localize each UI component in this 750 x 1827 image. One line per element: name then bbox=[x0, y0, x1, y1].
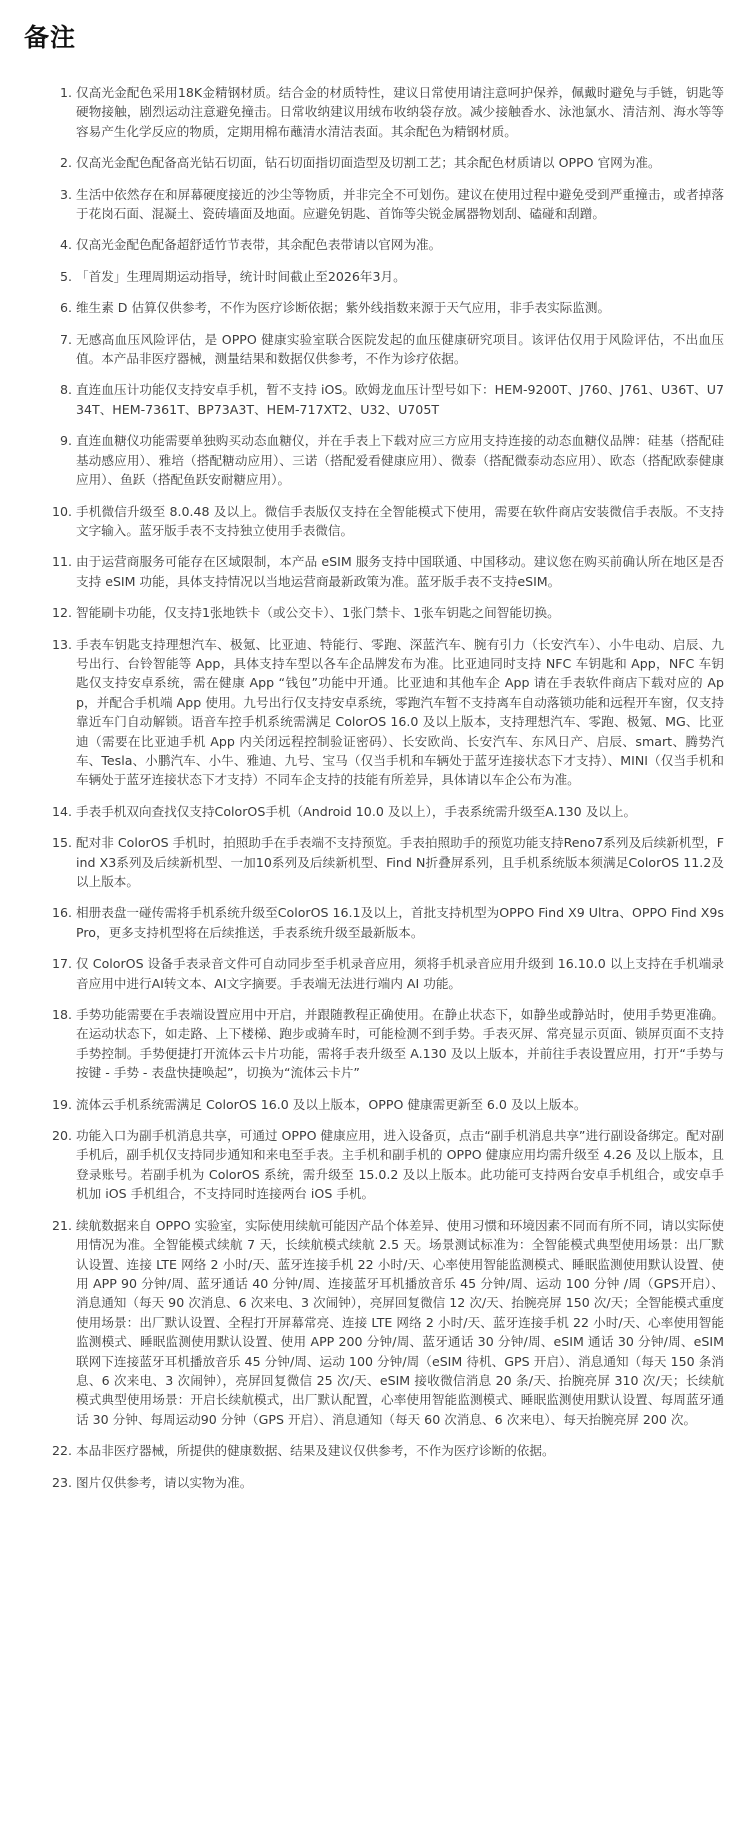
note-number: 1. bbox=[59, 85, 72, 100]
note-number: 16. bbox=[51, 905, 72, 921]
note-text: 智能刷卡功能，仅支持1张地铁卡（或公交卡）、1张门禁卡、1张车钥匙之间智能切换。 bbox=[76, 605, 560, 621]
note-text: 生活中依然存在和屏幕硬度接近的沙尘等物质，并非完全不可划伤。建议在使用过程中避免受到严重撞击，或者掉落于花岗石面、混凝土、瓷砖墙面及地面。应避免钥匙、首饰等尖锐金属器物划刮、磕碰和刮蹭。 bbox=[76, 186, 724, 222]
note-item bbox=[46, 235, 726, 254]
note-item bbox=[46, 552, 726, 591]
note-number: 21. bbox=[51, 1217, 72, 1233]
note-text: 手表车钥匙支持理想汽车、极氪、比亚迪、特能行、零跑、深蓝汽车、腕有引力（长安汽车）、小牛电动、启辰、九号出行、台铃智能等 App，具体支持车型以各车企品牌发布为准。比亚迪同时支持 NFC 车钥匙和 App，NFC 车钥匙仅支持安卓系统，需在健康 App “钱包”功能中开通。比亚迪和其他车企 App 请在手表软件商店下载对应的 App，并配合手机端 App 使用。九号出行仅支持安卓系统，零跑汽车暂不支持离车自动落锁功能和远程开车窗，仅支持靠近车门自动解锁。语音车控手机系统需满足 ColorOS 16.0 及以上版本，支持理想汽车、零跑、极氪、MG、比亚迪（需要在比亚迪手机 App 内关闭远程控制验证密码）、长安欧尚、长安汽车、东风日产、启辰、smart、腾势汽车、Tesla、小鹏汽车、小牛、雅迪、九号、宝马（仅当手机和车辆处于蓝牙连接状态下才支持）、MINI（仅当手机和车辆处于蓝牙连接状态下才支持）不同车企支持的技能有所差异，具体请以车企公布为准。 bbox=[76, 636, 724, 788]
note-number: 19. bbox=[51, 1096, 72, 1112]
note-item bbox=[46, 1216, 726, 1429]
note-number: 20. bbox=[51, 1128, 72, 1144]
note-text: 仅 ColorOS 设备手表录音文件可自动同步至手机录音应用，须将手机录音应用升级到 16.10.0 以上支持在手机端录音应用中进行AI转文本、AI文字摘要。手表端无法进行端内 AI 功能。 bbox=[76, 956, 724, 991]
note-text: 仅高光金配色配备超舒适竹节表带，其余配色表带请以官网为准。 bbox=[76, 237, 442, 253]
note-text: 仅高光金配色配备高光钻石切面，钻石切面指切面造型及切割工艺；其余配色材质请以 OPPO 官网为准。 bbox=[76, 155, 661, 171]
note-number: 23. bbox=[51, 1474, 72, 1490]
note-number: 14. bbox=[51, 803, 72, 819]
note-number: 13. bbox=[51, 636, 72, 652]
note-item bbox=[46, 431, 726, 489]
note-number: 18. bbox=[51, 1007, 72, 1023]
note-item bbox=[46, 903, 726, 942]
note-item bbox=[46, 83, 726, 141]
note-item bbox=[46, 1005, 726, 1083]
note-text: 「首发」生理周期运动指导，统计时间截止至2026年3月。 bbox=[76, 268, 406, 284]
note-number: 5. bbox=[59, 268, 72, 284]
note-item bbox=[46, 954, 726, 993]
page-title: 备注 bbox=[24, 23, 77, 52]
note-text: 直连血压计功能仅支持安卓手机，暂不支持 iOS。欧姆龙血压计型号如下：HEM-9200T、J760、J761、U36T、U734T、HEM-7361T、BP73A3T、HEM-717XT2、U32、U705T bbox=[76, 382, 724, 417]
note-text: 图片仅供参考，请以实物为准。 bbox=[76, 1474, 253, 1490]
note-item bbox=[46, 1126, 726, 1204]
note-number: 22. bbox=[51, 1443, 72, 1459]
note-item bbox=[46, 635, 726, 790]
note-number: 9. bbox=[59, 433, 72, 449]
note-item bbox=[46, 1095, 726, 1114]
note-number: 7. bbox=[59, 331, 72, 347]
note-text: 功能入口为副手机消息共享，可通过 OPPO 健康应用，进入设备页，点击“副手机消息共享”进行副设备绑定。配对副手机后，副手机仅支持同步通知和来电至手表。主手机和副手机的 OPPO 健康应用均需升级至 4.26 及以上版本，且登录账号。若副手机为 ColorOS 系统，需升级至 15.0.2 及以上版本。此功能可支持两台安卓手机组合，或安卓手机加 iOS 手机组合，不支持同时连接两台 iOS 手机。 bbox=[76, 1128, 724, 1202]
note-text: 手机微信升级至 8.0.48 及以上。微信手表版仅支持在全智能模式下使用，需要在软件商店安装微信手表版。不支持文字输入。蓝牙版手表不支持独立使用手表微信。 bbox=[76, 503, 724, 538]
note-text: 续航数据来自 OPPO 实验室，实际使用续航可能因产品个体差异、使用习惯和环境因素不同而有所不同，请以实际使用情况为准。全智能模式续航 7 天，长续航模式续航 2.5 天。场景测试标准为：全智能模式典型使用场景：出厂默认设置、连接 LTE 网络 2 小时/天、蓝牙连接手机 22 小时/天、心率使用智能监测模式、睡眠监测使用默认设置、使用 APP 90 分钟/周、蓝牙通话 40 分钟/周、连接蓝牙耳机播放音乐 45 分钟/周、运动 100 分钟 /周（GPS开启）、消息通知（每天 90 次消息、6 次来电、3 次闹钟），亮屏回复微信 12 次/天、抬腕亮屏 150 次/天；全智能模式重度使用场景：出厂默认设置、全程打开屏幕常亮、连接 LTE 网络 2 小时/天、蓝牙连接手机 22 小时/天、心率使用智能监测模式、睡眠监测使用默认设置、使用 APP 200 分钟/周、蓝牙通话 30 分钟/周、eSIM 通话 30 分钟/周、eSIM 联网下连接蓝牙耳机播放音乐 45 分钟/周、运动 100 分钟/周（eSIM 待机、GPS 开启）、消息通知（每天 150 条消息、6 次来电、3 次闹钟），亮屏回复微信 25 次/天、eSIM 接收微信消息 20 条/天、抬腕亮屏 310 次/天；长续航模式典型使用场景：开启长续航模式，出厂默认配置，心率使用智能监测模式、睡眠监测使用默认设置、每周蓝牙通话 30 分钟、每周运动90 分钟（GPS 开启）、消息通知（每天 60 次消息、6 次来电）、每天抬腕亮屏 200 次。 bbox=[76, 1217, 724, 1427]
note-item bbox=[46, 1441, 726, 1460]
note-item bbox=[46, 502, 726, 541]
notes-list bbox=[24, 83, 726, 1492]
note-number: 4. bbox=[59, 237, 72, 253]
note-item bbox=[46, 1473, 726, 1492]
note-item bbox=[46, 185, 726, 224]
note-number: 17. bbox=[51, 956, 72, 972]
note-text: 由于运营商服务可能存在区域限制，本产品 eSIM 服务支持中国联通、中国移动。建议您在购买前确认所在地区是否支持 eSIM 功能，具体支持情况以当地运营商最新政策为准。蓝牙版手表不支持eSIM。 bbox=[76, 554, 724, 589]
note-number: 11. bbox=[51, 554, 72, 570]
note-number: 15. bbox=[51, 835, 72, 851]
note-text: 相册表盘一碰传需将手机系统升级至ColorOS 16.1及以上，首批支持机型为OPPO Find X9 Ultra、OPPO Find X9s Pro，更多支持机型将在后续推送，手表系统升级至最新版本。 bbox=[76, 905, 724, 940]
note-number: 2. bbox=[59, 155, 72, 171]
note-text: 手势功能需要在手表端设置应用中开启，并跟随教程正确使用。在静止状态下，如静坐或静站时，使用手势更准确。在运动状态下，如走路、上下楼梯、跑步或骑车时，可能检测不到手势。手表灭屏、常亮显示页面、锁屏页面不支持手势控制。手势便捷打开流体云卡片功能，需将手表升级至 A.130 及以上版本，并前往手表设置应用，打开“手势与按键 - 手势 - 表盘快捷唤起”，切换为“流体云卡片” bbox=[76, 1007, 724, 1081]
note-item bbox=[46, 380, 726, 419]
note-text: 直连血糖仪功能需要单独购买动态血糖仪，并在手表上下载对应三方应用支持连接的动态血糖仪品牌：硅基（搭配硅基动感应用）、雅培（搭配糖动应用）、三诺（搭配爱看健康应用）、微泰（搭配微泰动态应用）、欧态（搭配欧泰健康应用）、鱼跃（搭配鱼跃安耐糖应用）。 bbox=[76, 433, 724, 488]
note-number: 10. bbox=[51, 503, 72, 519]
note-text: 手表手机双向查找仅支持ColorOS手机（Android 10.0 及以上），手表系统需升级至A.130 及以上。 bbox=[76, 803, 637, 819]
note-item bbox=[46, 603, 726, 622]
note-item bbox=[46, 153, 726, 172]
note-number: 12. bbox=[51, 605, 72, 621]
note-item bbox=[46, 833, 726, 891]
note-number: 6. bbox=[59, 300, 72, 316]
note-number: 8. bbox=[59, 382, 72, 398]
note-number: 3. bbox=[59, 186, 72, 202]
note-text: 维生素 D 估算仅供参考，不作为医疗诊断依据；紫外线指数来源于天气应用，非手表实际监测。 bbox=[76, 300, 611, 316]
note-item bbox=[46, 802, 726, 821]
note-item bbox=[46, 298, 726, 317]
note-item bbox=[46, 267, 726, 286]
note-text: 无感高血压风险评估，是 OPPO 健康实验室联合医院发起的血压健康研究项目。该评估仅用于风险评估，不出血压值。本产品非医疗器械，测量结果和数据仅供参考，不作为诊疗依据。 bbox=[76, 331, 724, 367]
note-text: 仅高光金配色采用18K金精钢材质。结合金的材质特性，建议日常使用请注意呵护保养，佩戴时避免与手链，钥匙等硬物接触，剧烈运动注意避免撞击。日常收纳建议用绒布收纳袋存放。减少接触香水、泳池氯水、清洁剂、海水等等容易产生化学反应的物质，定期用棉布蘸清水清洁表面。其余配色为精钢材质。 bbox=[76, 85, 724, 139]
note-item bbox=[46, 330, 726, 369]
note-text: 流体云手机系统需满足 ColorOS 16.0 及以上版本，OPPO 健康需更新至 6.0 及以上版本。 bbox=[76, 1096, 587, 1112]
note-text: 本品非医疗器械，所提供的健康数据、结果及建议仅供参考，不作为医疗诊断的依据。 bbox=[76, 1443, 555, 1459]
note-text: 配对非 ColorOS 手机时，拍照助手在手表端不支持预览。手表拍照助手的预览功能支持Reno7系列及后续新机型，Find X3系列及后续新机型、一加10系列及后续新机型、Find N折叠屏系列，且手机系统版本须满足ColorOS 11.2及以上版本。 bbox=[76, 835, 724, 889]
